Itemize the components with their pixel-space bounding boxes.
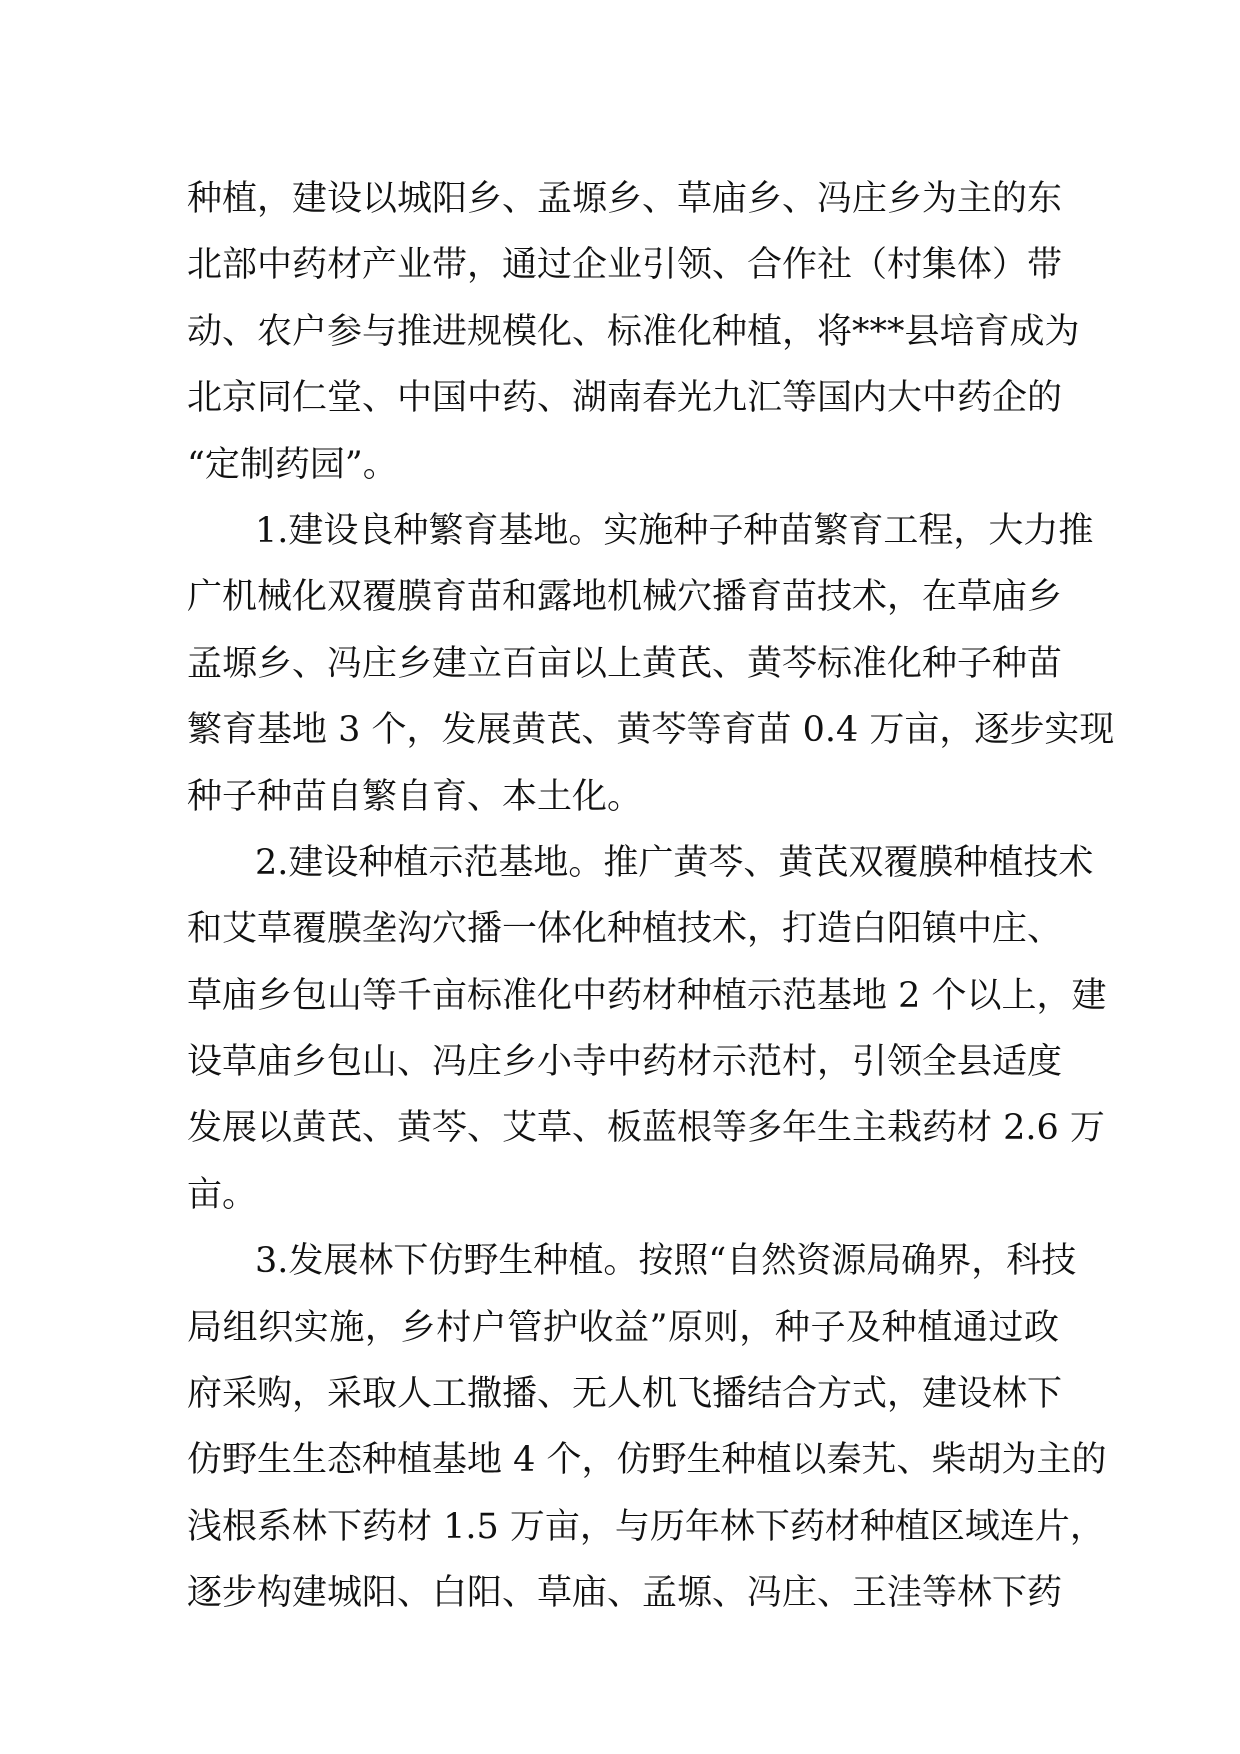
text-line: 局组织实施，乡村户管护收益”原则，种子及种植通过政: [187, 1307, 1059, 1348]
text-line: 种子种苗自繁自育、本土化。: [187, 776, 643, 817]
text-line: “定制药园”。: [187, 444, 398, 485]
text-line: 和艾草覆膜垄沟穴播一体化种植技术，打造白阳镇中庄、: [187, 909, 1063, 950]
text-line: 繁育基地 3 个，发展黄芪、黄芩等育苗 0.4 万亩，逐步实现: [187, 710, 1115, 751]
text-line: 北部中药材产业带，通过企业引领、合作社（村集体）带: [187, 245, 1063, 286]
text-line: 2.建设种植示范基地。推广黄芩、黄芪双覆膜种植技术: [255, 842, 1094, 883]
text-line: 仿野生生态种植基地 4 个，仿野生种植以秦艽、柴胡为主的: [187, 1440, 1107, 1481]
text-line: 3.发展林下仿野生种植。按照“自然资源局确界，科技: [255, 1241, 1077, 1282]
text-line: 北京同仁堂、中国中药、湖南春光九汇等国内大中药企的: [187, 378, 1063, 419]
text-line: 浅根系林下药材 1.5 万亩，与历年林下药材种植区域连片，: [187, 1506, 1105, 1547]
text-line: 府采购，采取人工撒播、无人机飞播结合方式，建设林下: [187, 1374, 1063, 1415]
text-line: 发展以黄芪、黄芩、艾草、板蓝根等多年生主栽药材 2.6 万: [187, 1108, 1105, 1149]
paragraph-item-2: [187, 830, 1107, 1228]
text-line: 逐步构建城阳、白阳、草庙、孟塬、冯庄、王洼等林下药: [187, 1573, 1063, 1614]
text-line: 草庙乡包山等千亩标准化中药材种植示范基地 2 个以上，建: [187, 975, 1107, 1016]
text-line: 动、农户参与推进规模化、标准化种植，将***县培育成为: [187, 311, 1080, 352]
text-line: 设草庙乡包山、冯庄乡小寺中药材示范村，引领全县适度: [187, 1042, 1063, 1083]
paragraph-item-1: [187, 498, 1115, 830]
text-line: 1.建设良种繁育基地。实施种子种苗繁育工程，大力推: [255, 510, 1094, 551]
text-line: 亩。: [187, 1174, 258, 1215]
document-body: [187, 166, 1115, 1627]
text-line: 广机械化双覆膜育苗和露地机械穴播育苗技术，在草庙乡: [187, 577, 1063, 618]
paragraph-item-3: [187, 1228, 1107, 1626]
paragraph-intro: [187, 166, 1080, 498]
text-line: 种植，建设以城阳乡、孟塬乡、草庙乡、冯庄乡为主的东: [187, 179, 1063, 219]
text-line: 孟塬乡、冯庄乡建立百亩以上黄芪、黄芩标准化种子种苗: [187, 643, 1063, 684]
